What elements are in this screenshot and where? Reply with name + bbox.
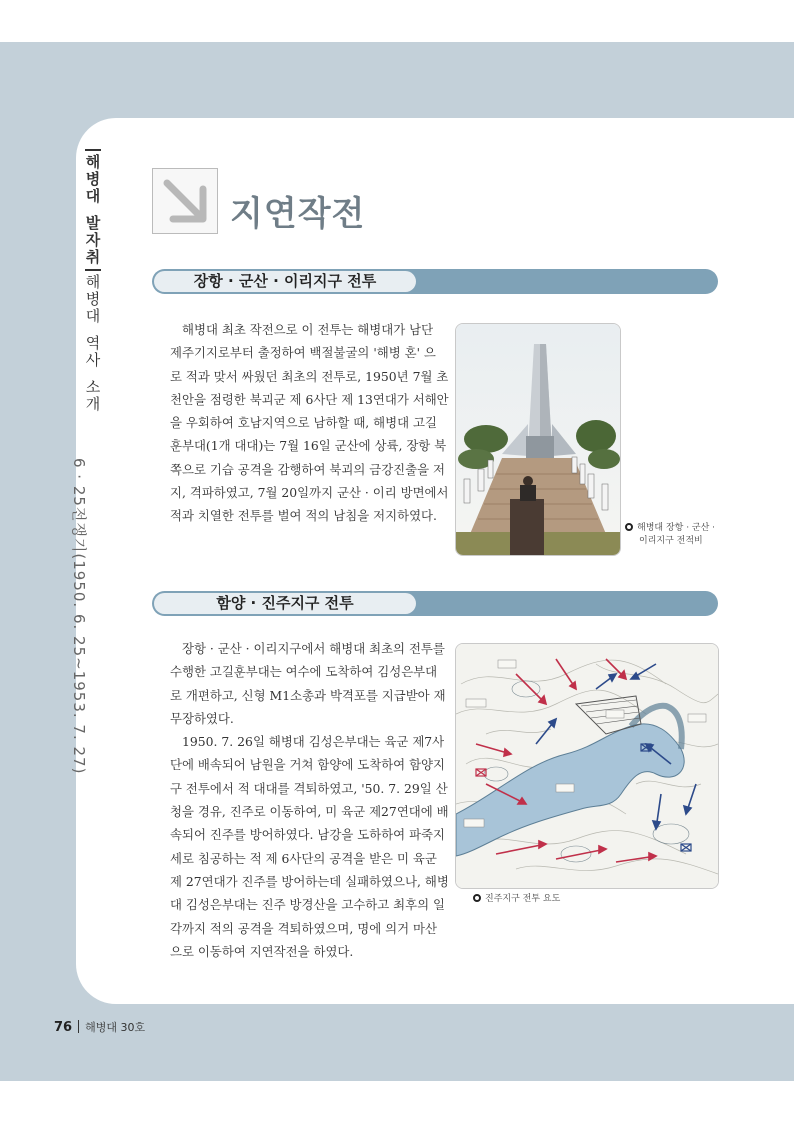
- paragraph-line: 속되어 진주를 방어하였다. 남강을 도하하여 파죽지: [170, 827, 445, 843]
- side-char: 자: [85, 231, 101, 249]
- caption-line: 해병대 장항 · 군산 ·: [637, 523, 716, 533]
- side-char: 병: [85, 170, 101, 188]
- map-caption: [473, 893, 560, 906]
- paragraph-line: 천안을 점령한 북괴군 제 6사단 제 13연대가 서해안: [170, 391, 449, 407]
- side-char: 해: [85, 273, 101, 291]
- section-heading-bar: [152, 591, 718, 616]
- paragraph-line: 장항 · 군산 · 이리지구에서 해병대 최초의 전투를: [182, 641, 445, 656]
- page-number: 76: [54, 1020, 73, 1035]
- paragraph-line: 수행한 고길훈부대는 여수에 도착하여 김성은부대: [170, 664, 438, 680]
- paragraph-line: 제 27연대가 진주를 방어하는데 실패하였으나, 해병: [170, 873, 449, 889]
- paragraph-line: 로 적과 맞서 싸웠던 최초의 전투로, 1950년 7월 초: [170, 368, 449, 384]
- side-char: 대: [85, 307, 101, 325]
- caption-bullet-icon: [473, 894, 481, 902]
- paragraph-line: 으로 이동하여 지연작전을 하였다.: [170, 943, 354, 959]
- section-heading: 장항 · 군산 · 이리지구 전투: [193, 272, 377, 290]
- paragraph-line: 적과 치열한 전투를 벌여 적의 남침을 저지하였다.: [170, 508, 437, 524]
- paragraph-line: 대 김성은부대는 진주 방경산을 고수하고 최후의 일: [170, 897, 445, 913]
- section-heading: 함양 · 진주지구 전투: [216, 594, 354, 612]
- photo-caption: [625, 522, 715, 548]
- side-char: 대: [85, 187, 101, 205]
- paragraph-line: 훈부대(1개 대대)는 7월 16일 군산에 상륙, 장항 북: [170, 438, 447, 454]
- diagonal-arrow-icon: [153, 169, 217, 233]
- footer-separator: [78, 1020, 79, 1033]
- paragraph-line: 무장하였다.: [170, 710, 234, 726]
- section-paragraph: [170, 318, 449, 528]
- vertical-date-text: 6 · 25전쟁기(1950. 6. 25~1953. 7. 27): [70, 458, 88, 775]
- side-rule: [85, 269, 101, 271]
- paragraph-line: 세로 침공하는 적 제 6사단의 공격을 받은 미 육군: [170, 850, 437, 866]
- paragraph-line: 로 개편하고, 신형 M1소총과 박격포를 지급받아 재: [170, 687, 446, 703]
- paragraph-line: 청을 경유, 진주로 이동하여, 미 육군 제27연대에 배: [170, 804, 449, 820]
- side-char: 취: [85, 248, 101, 266]
- battle-map: [455, 643, 719, 889]
- side-char: 해: [85, 153, 101, 171]
- side-char: 사: [85, 351, 101, 369]
- paragraph-line: 쪽으로 기습 공격을 감행하여 북괴의 금강진출을 저: [170, 461, 445, 477]
- caption-line: 진주지구 전투 요도: [485, 894, 561, 904]
- side-char: 소: [85, 378, 101, 396]
- side-char: 개: [85, 395, 101, 413]
- side-char: 발: [85, 214, 101, 232]
- paragraph-line: 각까지 적의 공격을 격퇴하였으며, 명에 의거 마산: [170, 920, 437, 936]
- side-char: 병: [85, 290, 101, 308]
- side-char: 역: [85, 334, 101, 352]
- title-arrow-box: [152, 168, 218, 234]
- side-rule: [85, 149, 101, 151]
- section-heading-bar: [152, 269, 718, 294]
- section-paragraph: [170, 637, 449, 963]
- paragraph-line: 지, 격파하였고, 7월 20일까지 군산 · 이리 방면에서: [170, 485, 449, 501]
- caption-line: 이리지구 전적비: [639, 536, 703, 546]
- page-title: 지연작전: [230, 194, 366, 234]
- page-footer: [54, 1016, 145, 1035]
- paragraph-line: 1950. 7. 26일 해병대 김성은부대는 육군 제7사: [182, 734, 445, 750]
- paragraph-line: 해병대 최초 작전으로 이 전투는 해병대가 남단: [182, 322, 434, 337]
- paragraph-line: 구 전투에서 적 대대를 격퇴하였고, '50. 7. 29일 산: [170, 780, 448, 796]
- side-section-label: [76, 146, 110, 413]
- caption-bullet-icon: [625, 523, 633, 531]
- paragraph-line: 을 우회하여 호남지역으로 남하할 때, 해병대 고길: [170, 415, 437, 431]
- paragraph-line: 단에 배속되어 남원을 거쳐 함양에 도착하여 함양지: [170, 757, 445, 773]
- memorial-photo: [455, 323, 621, 556]
- magazine-name: 해병대 30호: [85, 1021, 146, 1034]
- paragraph-line: 제주기지로부터 출정하여 백절불굴의 '해병 혼' 으: [170, 345, 436, 361]
